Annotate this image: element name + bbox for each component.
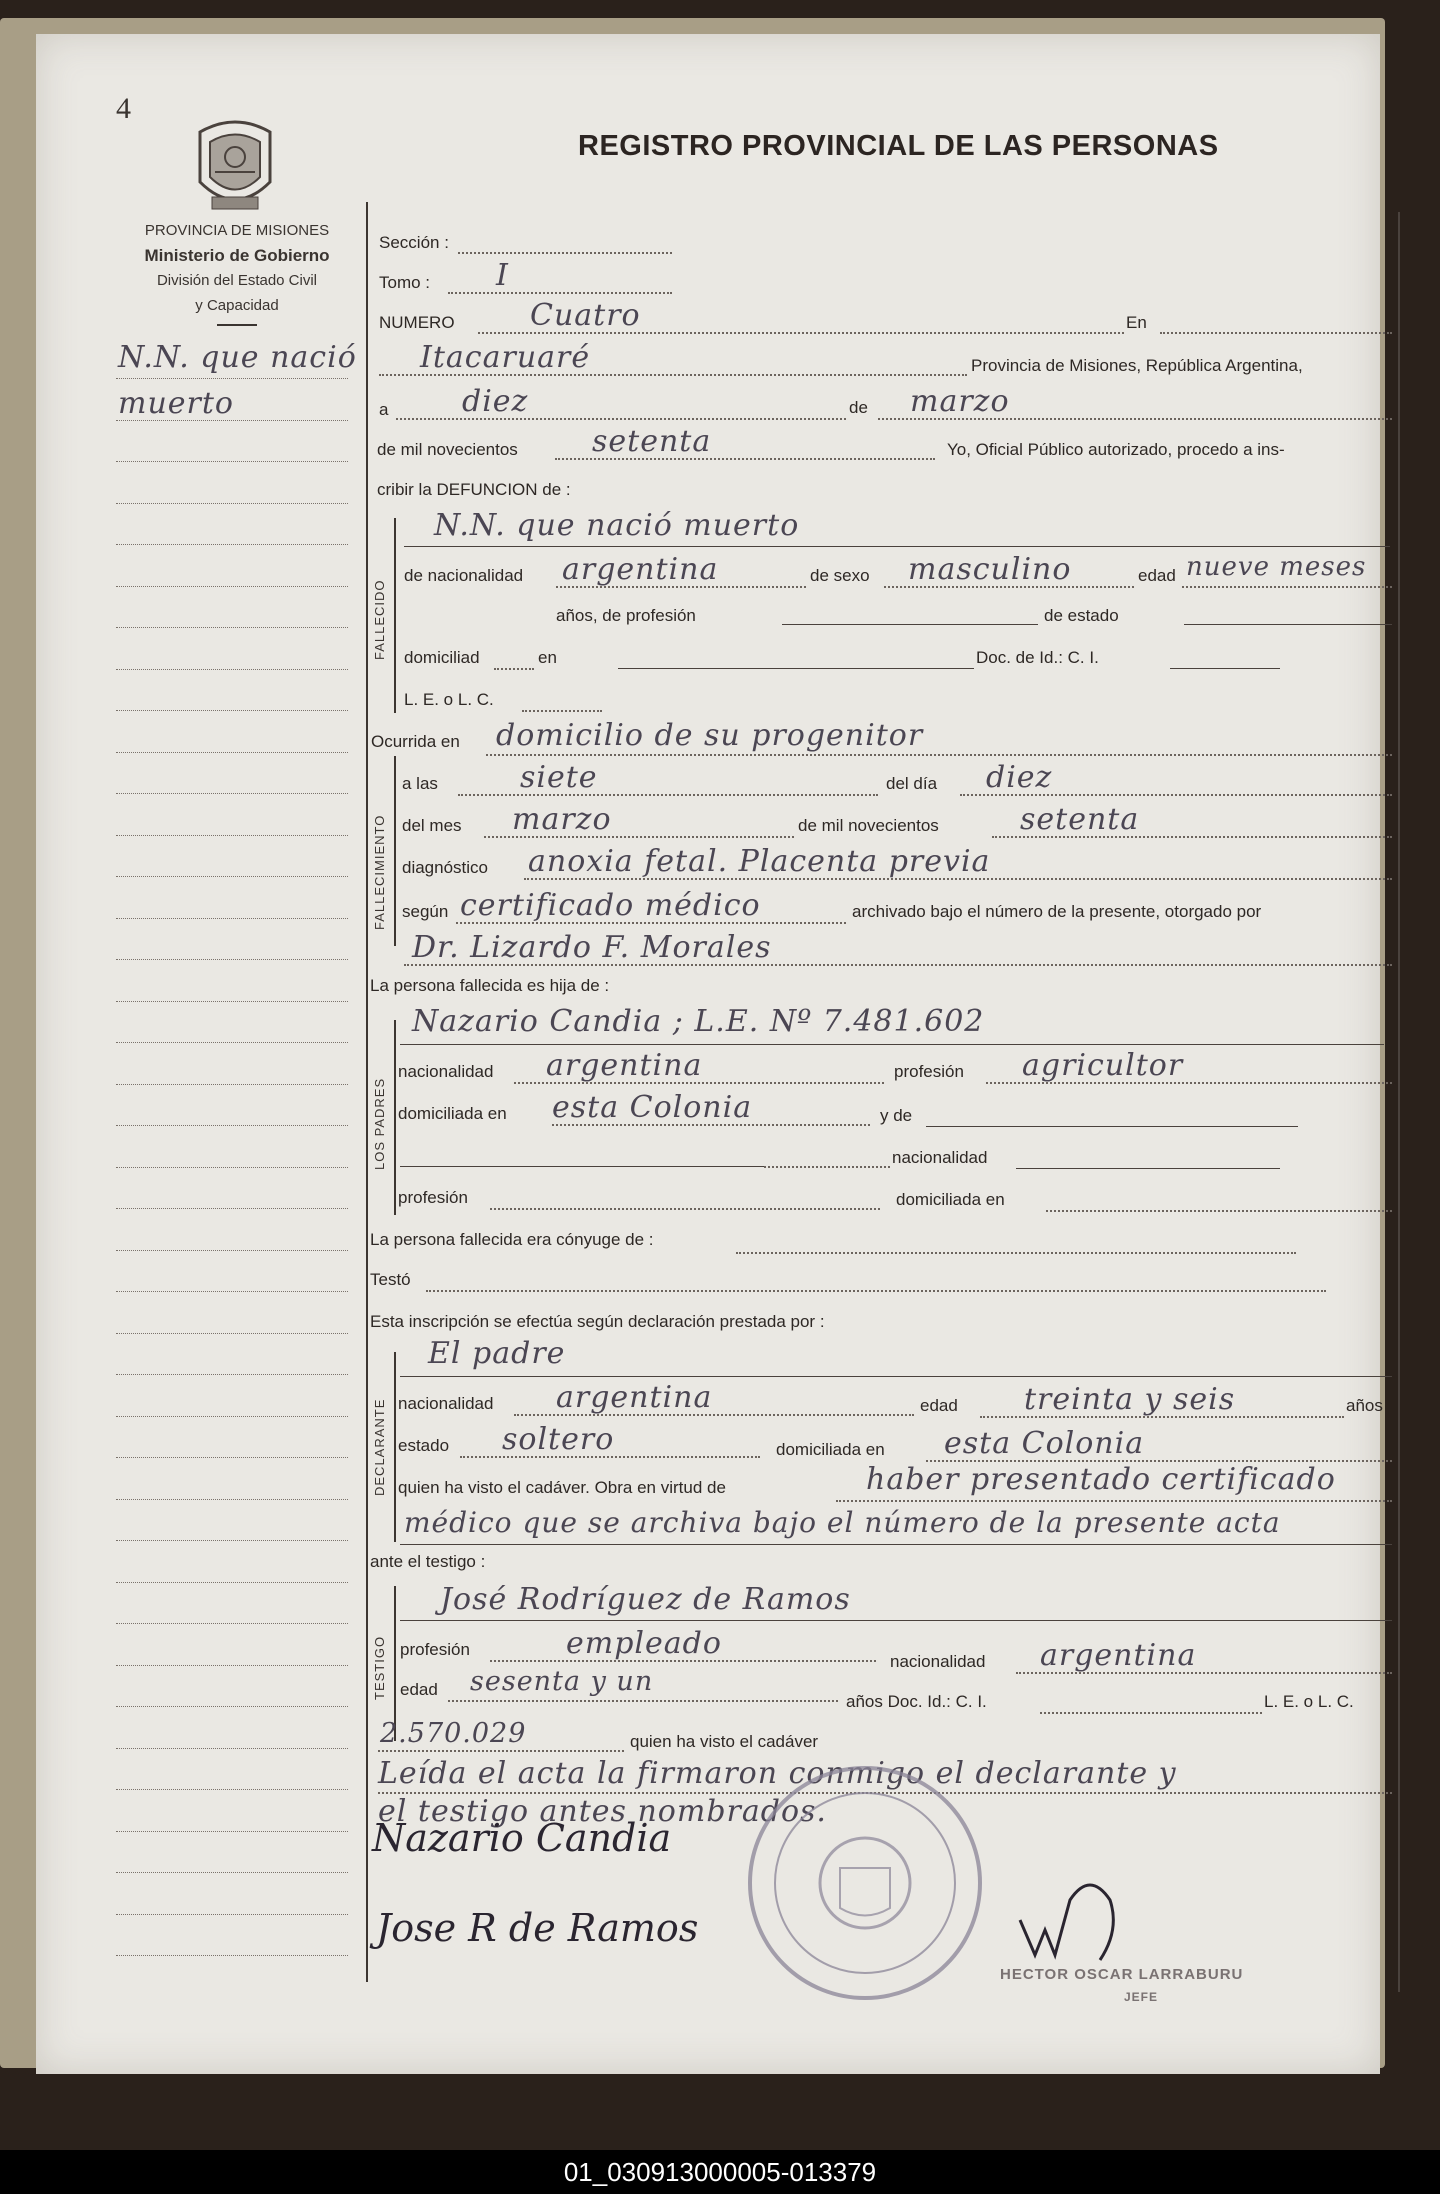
margin-line — [116, 1250, 348, 1251]
field-obra2 — [400, 1544, 1392, 1545]
margin-line — [116, 710, 348, 711]
side-label-testigo: TESTIGO — [372, 1635, 387, 1700]
ministry-divider — [217, 324, 257, 326]
label-anios-profesion: años, de profesión — [556, 606, 696, 625]
value-padre-profesion: agricultor — [1022, 1048, 1184, 1083]
value-decl-edad: treinta y seis — [1024, 1382, 1236, 1417]
value-test-nacionalidad: argentina — [1040, 1638, 1197, 1673]
margin-line — [116, 793, 348, 794]
label-provincia: Provincia de Misiones, República Argentina, — [971, 356, 1303, 375]
value-mes2: marzo — [512, 802, 612, 837]
margin-line — [116, 1706, 348, 1707]
margin-line — [116, 1831, 348, 1832]
label-de: de — [849, 398, 868, 417]
label-numero: NUMERO — [379, 313, 455, 332]
value-mes: marzo — [910, 384, 1010, 419]
value-padre-domicilio: esta Colonia — [552, 1090, 753, 1125]
label-domiciliada-en: domiciliada en — [398, 1104, 507, 1123]
margin-line — [116, 1748, 348, 1749]
margin-line — [116, 1914, 348, 1915]
value-diagnostico: anoxia fetal. Placenta previa — [528, 844, 991, 879]
field-doc — [1170, 668, 1280, 669]
margin-line — [116, 835, 348, 836]
label-profesion: profesión — [894, 1062, 964, 1081]
official-signature-icon — [1010, 1860, 1140, 1970]
ministry-block — [108, 218, 366, 326]
field-en — [1160, 332, 1392, 334]
declarante-rule — [394, 1352, 396, 1542]
field-estado — [1184, 624, 1392, 625]
label-del-dia: del día — [886, 774, 938, 793]
value-dia: diez — [462, 384, 529, 419]
value-medico: Dr. Lizardo F. Morales — [412, 930, 772, 965]
margin-line — [116, 627, 348, 628]
label-estado: estado — [398, 1436, 450, 1455]
label-del-mes: del mes — [402, 816, 462, 835]
value-sexo: masculino — [908, 552, 1072, 587]
value-test-profesion: empleado — [566, 1626, 722, 1661]
value-decl-nacionalidad: argentina — [556, 1380, 713, 1415]
field-testigo — [400, 1620, 1392, 1621]
label-le-lc: L. E. o L. C. — [404, 690, 494, 709]
side-label-declarante: DECLARANTE — [372, 1398, 387, 1496]
value-nombre: N.N. que nació muerto — [434, 508, 800, 543]
margin-line — [116, 1125, 348, 1126]
margin-line — [116, 1208, 348, 1209]
margin-line — [116, 876, 348, 877]
value-lugar: Itacaruaré — [420, 340, 591, 375]
signature-declarante: Nazario Candia — [372, 1816, 672, 1860]
fallecido-rule — [394, 518, 396, 713]
margin-line — [116, 503, 348, 504]
signature-testigo: Jose R de Ramos — [376, 1906, 699, 1950]
field-ocurrida — [486, 754, 1392, 756]
side-label-padres: LOS PADRES — [372, 1077, 387, 1170]
value-anio: setenta — [592, 424, 712, 459]
margin-note-line2: muerto — [118, 386, 234, 421]
field-madre-domicilio — [1046, 1210, 1392, 1212]
side-label-fallecimiento: FALLECIMIENTO — [372, 814, 387, 930]
side-label-fallecido: FALLECIDO — [372, 579, 387, 660]
value-certificado: certificado médico — [460, 888, 761, 923]
field-obra1 — [836, 1500, 1392, 1502]
field-edad — [1182, 586, 1392, 588]
province-emblem-icon — [190, 112, 280, 222]
label-diagnostico: diagnóstico — [402, 858, 489, 877]
fallecimiento-rule — [394, 756, 396, 946]
field-domicilio — [618, 668, 974, 669]
field-le-lc — [522, 710, 602, 712]
ministry-capacity: y Capacidad — [195, 297, 279, 314]
official-name: HECTOR OSCAR LARRABURU — [1000, 1966, 1244, 1983]
label-seccion: Sección : — [379, 233, 449, 252]
margin-line — [116, 378, 348, 379]
margin-line — [116, 1955, 348, 1956]
margin-line — [116, 1167, 348, 1168]
margin-line — [116, 918, 348, 919]
label-en: En — [1126, 313, 1147, 332]
label-nacionalidad3: nacionalidad — [398, 1394, 494, 1413]
margin-line — [116, 1374, 348, 1375]
label-edad2: edad — [920, 1396, 958, 1415]
value-edad: nueve meses — [1186, 552, 1367, 582]
label-a: a — [379, 400, 389, 419]
padres-rule — [394, 1020, 396, 1215]
label-profesion2: profesión — [398, 1188, 468, 1207]
value-tomo: I — [496, 258, 509, 293]
label-domiciliada-en2: domiciliada en — [896, 1190, 1005, 1209]
field-tomo — [448, 292, 672, 294]
field-domiciliado — [494, 668, 534, 670]
label-conyuge: La persona fallecida era cónyuge de : — [370, 1230, 654, 1249]
ministry-name: Ministerio de Gobierno — [144, 246, 330, 265]
margin-line — [116, 1499, 348, 1500]
value-test-edad: sesenta y un — [470, 1666, 654, 1697]
label-anios: años — [1346, 1396, 1383, 1415]
value-hora: siete — [520, 760, 598, 795]
margin-line — [116, 1789, 348, 1790]
label-edad: edad — [1138, 566, 1176, 585]
field-madre-profesion — [490, 1208, 880, 1210]
field-seccion — [458, 252, 672, 254]
value-test-ci: 2.570.029 — [380, 1718, 527, 1749]
value-padre: Nazario Candia ; L.E. Nº 7.481.602 — [412, 1004, 985, 1039]
label-a-las: a las — [402, 774, 438, 793]
margin-line — [116, 1457, 348, 1458]
margin-line — [116, 461, 348, 462]
value-dia2: diez — [986, 760, 1053, 795]
label-testo: Testó — [370, 1270, 411, 1289]
label-ocurrida-en: Ocurrida en — [371, 732, 460, 751]
field-profesion — [782, 624, 1038, 625]
field-madre-nombre-cont — [764, 1166, 890, 1168]
margin-line — [116, 959, 348, 960]
value-numero: Cuatro — [530, 298, 641, 333]
label-le-lc2: L. E. o L. C. — [1264, 1692, 1354, 1711]
field-conyuge — [736, 1252, 1296, 1254]
value-anio2: setenta — [1020, 802, 1140, 837]
label-de-nacionalidad: de nacionalidad — [404, 566, 524, 585]
margin-note-line1: N.N. que nació — [118, 340, 357, 375]
field-declarante — [400, 1376, 1392, 1377]
margin-line — [116, 1623, 348, 1624]
label-nacionalidad: nacionalidad — [398, 1062, 494, 1081]
margin-line — [116, 1416, 348, 1417]
margin-line — [116, 1001, 348, 1002]
field-madre-nacionalidad — [1016, 1168, 1280, 1169]
label-en2: en — [538, 648, 557, 667]
field-padre — [400, 1044, 1384, 1045]
margin-line — [116, 1665, 348, 1666]
label-inscripcion: Esta inscripción se efectúa según declaración prestada por : — [370, 1312, 825, 1331]
value-decl-estado: soltero — [502, 1422, 615, 1457]
field-test-edad — [448, 1700, 838, 1702]
field-test-ci-number — [378, 1750, 624, 1752]
value-testigo: José Rodríguez de Ramos — [440, 1582, 851, 1617]
value-padre-nacionalidad: argentina — [546, 1048, 703, 1083]
margin-line — [116, 544, 348, 545]
label-archivado: archivado bajo el número de la presente, otorgado por — [852, 902, 1262, 921]
margin-line — [116, 1582, 348, 1583]
label-ante-testigo: ante el testigo : — [370, 1552, 486, 1571]
value-cierre1: Leída el acta la firmaron conmigo el declarante y — [378, 1756, 1177, 1791]
label-persona-hija: La persona fallecida es hija de : — [370, 976, 610, 995]
right-border-rule — [1398, 212, 1400, 1992]
image-id-footer: 01_030913000005-013379 — [0, 2150, 1440, 2194]
field-madre — [926, 1126, 1298, 1127]
label-anios-doc: años Doc. Id.: C. I. — [846, 1692, 987, 1711]
margin-line — [116, 1291, 348, 1292]
label-edad3: edad — [400, 1680, 438, 1699]
value-cierre2: el testigo antes nombrados. — [378, 1794, 827, 1829]
document-title: REGISTRO PROVINCIAL DE LAS PERSONAS — [578, 130, 1219, 162]
label-quien-visto: quien ha visto el cadáver. Obra en virtud de — [398, 1478, 726, 1497]
label-profesion3: profesión — [400, 1640, 470, 1659]
ministry-province: PROVINCIA DE MISIONES — [144, 222, 330, 239]
margin-line — [116, 1333, 348, 1334]
field-testo — [426, 1290, 1326, 1292]
value-decl-domicilio: esta Colonia — [944, 1426, 1145, 1461]
label-cribir: cribir la DEFUNCION de : — [377, 480, 571, 499]
label-nacionalidad4: nacionalidad — [890, 1652, 986, 1671]
label-de-mil2: de mil novecientos — [798, 816, 939, 835]
label-nacionalidad2: nacionalidad — [892, 1148, 988, 1167]
label-yo-oficial: Yo, Oficial Público autorizado, procedo a ins- — [947, 440, 1285, 459]
value-obra2: médico que se archiva bajo el número de la presente acta — [404, 1506, 1281, 1539]
value-declarante: El padre — [428, 1336, 566, 1371]
label-de-estado: de estado — [1044, 606, 1119, 625]
label-tomo: Tomo : — [379, 273, 431, 292]
label-y-de: y de — [880, 1106, 913, 1125]
label-sexo: de sexo — [810, 566, 870, 585]
value-ocurrida: domicilio de su progenitor — [496, 718, 924, 753]
label-segun: según — [402, 902, 449, 921]
main-vertical-rule — [366, 202, 368, 1982]
margin-line — [116, 1084, 348, 1085]
label-de-mil: de mil novecientos — [377, 440, 518, 459]
margin-line — [116, 586, 348, 587]
value-obra1: haber presentado certificado — [866, 1462, 1336, 1497]
official-title: JEFE — [1124, 1990, 1159, 2004]
margin-line — [116, 1872, 348, 1873]
label-domiciliada-en3: domiciliada en — [776, 1440, 885, 1459]
official-stamp-icon — [740, 1758, 990, 2008]
margin-line — [116, 752, 348, 753]
field-test-ci — [1040, 1712, 1262, 1714]
label-doc-id: Doc. de Id.: C. I. — [976, 648, 1099, 667]
label-domiciliado: domiciliad — [404, 648, 480, 667]
value-nacionalidad: argentina — [562, 552, 719, 587]
ministry-division: División del Estado Civil — [156, 272, 318, 289]
margin-line — [116, 1042, 348, 1043]
label-quien-visto2: quien ha visto el cadáver — [630, 1732, 819, 1751]
field-nombre — [404, 546, 1390, 547]
margin-line — [116, 1540, 348, 1541]
margin-line — [116, 669, 348, 670]
field-madre-nombre — [400, 1166, 764, 1167]
page-number: 4 — [116, 92, 131, 125]
